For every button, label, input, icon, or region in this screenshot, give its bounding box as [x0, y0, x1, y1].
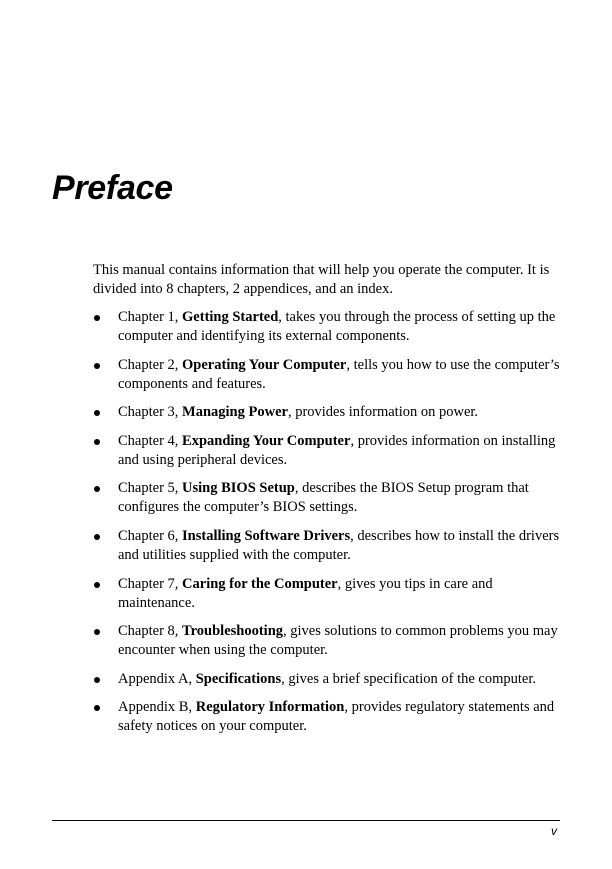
- bullet-icon: [94, 677, 100, 683]
- item-description: , provides information on power.: [287, 404, 479, 421]
- list-item: [93, 698, 563, 736]
- item-prefix: Chapter 2,: [118, 356, 183, 373]
- page-number: v: [551, 824, 557, 838]
- bullet-icon: [94, 534, 100, 540]
- item-description: , provides information on installing and using peripheral devices.: [118, 432, 556, 468]
- item-description: , gives a brief specification of the computer.: [281, 670, 536, 687]
- item-title: Troubleshooting: [182, 623, 284, 640]
- item-description: , gives you tips in care and maintenance.: [118, 575, 493, 611]
- footer-rule: [52, 820, 560, 821]
- intro-paragraph: This manual contains information that will help you operate the computer. It is divided into 8 chapters, 2 appendices, and an index.: [93, 262, 550, 297]
- item-title: Using BIOS Setup: [182, 480, 295, 497]
- item-title: Regulatory Information: [195, 699, 345, 716]
- item-prefix: Appendix B,: [118, 699, 196, 716]
- list-item: [93, 308, 563, 346]
- item-prefix: Chapter 1,: [118, 309, 183, 325]
- item-title: Operating Your Computer: [182, 356, 347, 373]
- bullet-icon: [94, 486, 100, 492]
- item-prefix: Chapter 3,: [118, 404, 183, 421]
- list-item: [93, 479, 563, 517]
- list-item: [93, 622, 563, 660]
- bullet-icon: [94, 439, 100, 445]
- item-description: , provides regulatory statements and safety notices on your computer.: [118, 699, 555, 735]
- list-item: [93, 527, 563, 565]
- bullet-icon: [94, 315, 100, 321]
- list-item: [93, 670, 563, 689]
- bullet-icon: [94, 410, 100, 416]
- page-title: Preface: [52, 169, 173, 207]
- item-title: Installing Software Drivers: [182, 527, 351, 544]
- item-prefix: Chapter 6,: [118, 527, 183, 544]
- item-description: , gives solutions to common problems you may encounter when using the computer.: [118, 623, 558, 659]
- item-title: Managing Power: [182, 404, 288, 421]
- bullet-icon: [94, 629, 100, 635]
- item-description: , takes you through the process of setting up the computer and identifying its external components.: [118, 309, 556, 344]
- list-item: [93, 432, 563, 470]
- item-description: , tells you how to use the computer’s components and features.: [118, 356, 560, 392]
- item-description: , describes the BIOS Setup program that configures the computer’s BIOS settings.: [118, 480, 529, 516]
- item-title: Caring for the Computer: [182, 575, 338, 592]
- item-prefix: Chapter 5,: [118, 480, 183, 497]
- list-item: [93, 356, 563, 394]
- item-title: Specifications: [195, 670, 282, 687]
- list-item: [93, 575, 563, 613]
- item-prefix: Chapter 4,: [118, 432, 183, 449]
- item-title: Expanding Your Computer: [182, 432, 351, 449]
- chapter-list: [93, 308, 563, 736]
- list-item: [93, 403, 563, 422]
- preface-body: [93, 261, 563, 746]
- bullet-icon: [94, 705, 100, 711]
- item-title: Getting Started: [182, 309, 279, 325]
- bullet-icon: [94, 363, 100, 369]
- bullet-icon: [94, 582, 100, 588]
- item-prefix: Appendix A,: [118, 670, 196, 687]
- item-prefix: Chapter 7,: [118, 575, 183, 592]
- item-prefix: Chapter 8,: [118, 623, 183, 640]
- item-description: , describes how to install the drivers and utilities supplied with the computer.: [118, 527, 560, 563]
